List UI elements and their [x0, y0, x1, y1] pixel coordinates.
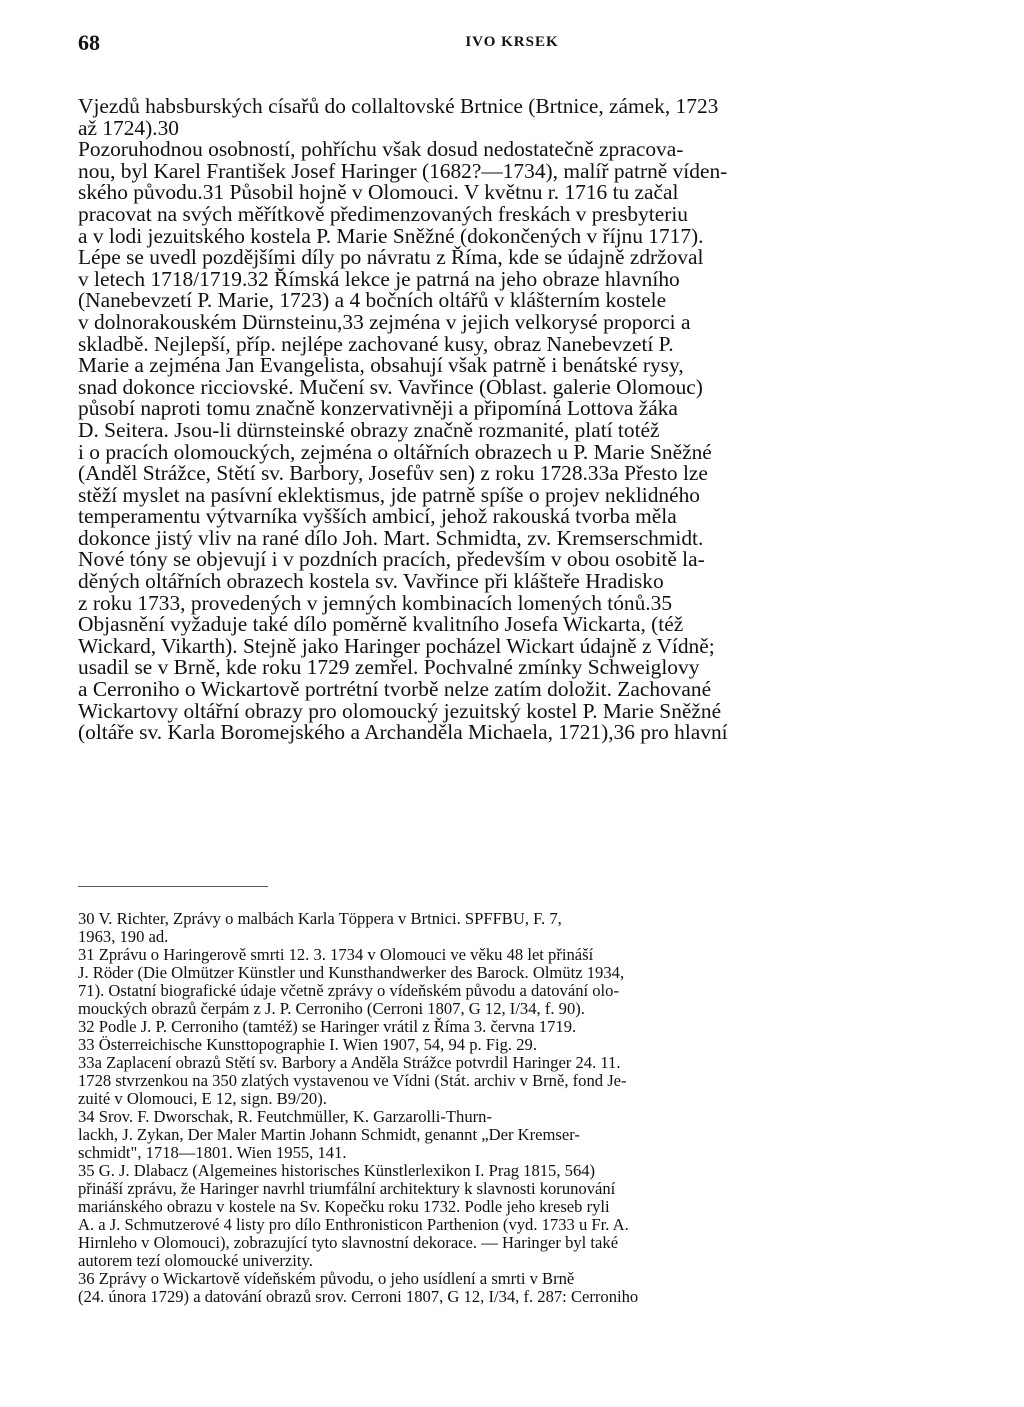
running-head: IVO KRSEK — [465, 34, 559, 50]
footnote-line: Hirnleho v Olomouci), zobrazující tyto slavnostní dekorace. — Haringer byl také — [78, 1233, 619, 1252]
body-line: nou, byl Karel František Josef Haringer (1682?—1734), malíř patrně víden- — [78, 158, 728, 183]
footnote-line: (24. února 1729) a datování obrazů srov. Cerroni 1807, G 12, I/34, f. 287: Cerroniho — [78, 1287, 639, 1306]
footnote-divider — [78, 886, 268, 887]
footnote-line: 35 G. J. Dlabacz (Algemeines historisches Künstlerlexikon I. Prag 1815, 564) — [78, 1161, 596, 1180]
body-line: v dolnorakouském Dürnsteinu,33 zejména v jejich velkorysé proporci a — [78, 309, 691, 334]
footnote-line: 30 V. Richter, Zprávy o malbách Karla Töppera v Brtnici. SPFFBU, F. 7, — [78, 909, 562, 928]
body-line: stěží myslet na pasívní eklektismus, jde patrně spíše o projev neklidného — [78, 482, 700, 507]
footnote-line: mouckých obrazů čerpám z J. P. Cerroniho (Cerroni 1807, G 12, I/34, f. 90). — [78, 999, 585, 1018]
footnotes — [78, 910, 948, 1306]
footnote-line: zuité v Olomouci, E 12, sign. B9/20). — [78, 1089, 327, 1108]
footnote-line: mariánského obrazu v kostele na Sv. Kopečku roku 1732. Podle jeho kreseb ryli — [78, 1197, 610, 1216]
body-line: D. Seitera. Jsou-li dürnsteinské obrazy značně rozmanité, platí totéž — [78, 417, 660, 442]
body-line: i o pracích olomouckých, zejména o oltářních obrazech u P. Marie Sněžné — [78, 439, 712, 464]
footnote-line: 31 Zprávu o Haringerově smrti 12. 3. 1734 v Olomouci ve věku 48 let přináší — [78, 945, 594, 964]
body-line: Lépe se uvedl pozdějšími díly po návratu z Říma, kde se údajně zdržoval — [78, 245, 704, 270]
body-line: Wickartovy oltářní obrazy pro olomoucký jezuitský kostel P. Marie Sněžné — [78, 698, 722, 723]
body-line: až 1724).30 — [78, 115, 179, 140]
body-line: působí naproti tomu značně konzervativněji a připomíná Lottova žáka — [78, 396, 678, 421]
body-line: Pozoruhodnou osobností, pohříchu však dosud nedostatečně zpracova- — [78, 137, 684, 162]
body-line: Vjezdů habsburských císařů do collaltovské Brtnice (Brtnice, zámek, 1723 — [78, 94, 719, 118]
main-text — [78, 96, 948, 744]
footnote-line: 33a Zaplacení obrazů Stětí sv. Barbory a Anděla Strážce potvrdil Haringer 24. 11. — [78, 1053, 621, 1072]
page-number: 68 — [78, 30, 100, 55]
footnote-line: schmidt", 1718—1801. Wien 1955, 141. — [78, 1143, 347, 1162]
footnote-line: 1963, 190 ad. — [78, 927, 169, 946]
footnote-line: přináší zprávu, že Haringer navrhl triumfální architektury k slavnosti korunování — [78, 1179, 616, 1198]
body-line: (Anděl Strážce, Stětí sv. Barbory, Josefův sen) z roku 1728.33a Přesto lze — [78, 461, 708, 486]
footnote-line: lackh, J. Zykan, Der Maler Martin Johann Schmidt, genannt „Der Kremser- — [78, 1125, 580, 1144]
body-line: a v lodi jezuitského kostela P. Marie Sněžné (dokončených v říjnu 1717). — [78, 223, 704, 248]
footnote-line: 1728 stvrzenkou na 350 zlatých vystavenou ve Vídni (Stát. archiv v Brně, fond Je- — [78, 1071, 627, 1090]
body-line: dokonce jistý vliv na rané dílo Joh. Mart. Schmidta, zv. Kremserschmidt. — [78, 525, 704, 550]
footnote-line: 32 Podle J. P. Cerroniho (tamtéž) se Haringer vrátil z Říma 3. června 1719. — [78, 1017, 577, 1036]
footnote-line: 36 Zprávy o Wickartově vídeňském původu, o jeho usídlení a smrti v Brně — [78, 1269, 575, 1288]
body-line: (Nanebevzetí P. Marie, 1723) a 4 bočních oltářů v klášterním kostele — [78, 288, 667, 313]
body-line: usadil se v Brně, kde roku 1729 zemřel. Pochvalné zmínky Schweiglovy — [78, 655, 700, 680]
footnote-line: A. a J. Schmutzerové 4 listy pro dílo Enthronisticon Parthenion (vyd. 1733 u Fr. A. — [78, 1215, 629, 1234]
body-line: (oltáře sv. Karla Boromejského a Archanděla Michaela, 1721),36 pro hlavní — [78, 720, 728, 745]
body-line: snad dokonce ricciovské. Mučení sv. Vavřince (Oblast. galerie Olomouc) — [78, 374, 703, 399]
footnote-line: 71). Ostatní biografické údaje včetně zprávy o vídeňském původu a datování olo- — [78, 981, 619, 1000]
body-line: temperamentu výtvarníka vyšších ambicí, jehož rakouská tvorba měla — [78, 504, 677, 529]
body-line: Wickard, Vikarth). Stejně jako Haringer pocházel Wickart údajně z Vídně; — [78, 633, 715, 658]
footnote-line: 33 Österreichische Kunsttopographie I. Wien 1907, 54, 94 p. Fig. 29. — [78, 1035, 537, 1054]
body-line: ského původu.31 Působil hojně v Olomouci. V květnu r. 1716 tu začal — [78, 180, 679, 205]
body-line: Nové tóny se objevují i v pozdních pracích, především v obou osobitě la- — [78, 547, 705, 572]
body-line: z roku 1733, provedených v jemných kombinacích lomených tónů.35 — [78, 590, 673, 615]
body-line: pracovat na svých měřítkově předimenzovaných freskách v presbyteriu — [78, 201, 688, 226]
footnote-line: 34 Srov. F. Dworschak, R. Feutchmüller, K. Garzarolli-Thurn- — [78, 1107, 492, 1126]
body-line: skladbě. Nejlepší, příp. nejlépe zachované kusy, obraz Nanebevzetí P. — [78, 331, 674, 356]
body-line: v letech 1718/1719.32 Římská lekce je patrná na jeho obraze hlavního — [78, 266, 680, 291]
body-line: Marie a zejména Jan Evangelista, obsahují však patrně i benátské rysy, — [78, 353, 684, 378]
footnote-line: J. Röder (Die Olmützer Künstler und Kunsthandwerker des Barock. Olmütz 1934, — [78, 963, 625, 982]
body-line: Objasnění vyžaduje také dílo poměrně kvalitního Josefa Wickarta, (též — [78, 612, 684, 637]
footnote-line: autorem tezí olomoucké univerzity. — [78, 1251, 313, 1270]
body-line: a Cerroniho o Wickartově portrétní tvorbě nelze zatím doložit. Zachované — [78, 677, 712, 702]
body-line: děných oltářních obrazech kostela sv. Vavřince při klášteře Hradisko — [78, 569, 664, 594]
page-header — [78, 30, 946, 60]
